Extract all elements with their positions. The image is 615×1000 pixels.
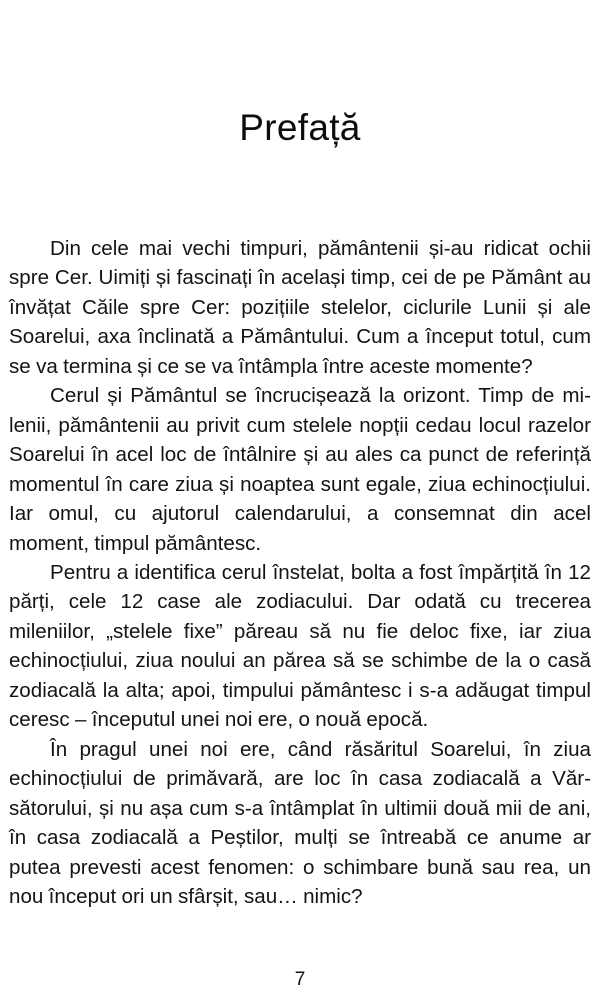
- paragraph-4: În pragul unei noi ere, când răsăritul Soarelui, în ziua echinocțiului de primăvară, are loc în casa zodiacală a Vărsătorului, și nu așa cum s-a întâmplat în ultimii două mii de ani, în casa zodiacală a Peștilor, mulți se întreabă ce anume ar putea prevesti acest fenomen: o schimbare bună sau rea, un nou început ori un sfârșit, sau… nimic?: [9, 737, 591, 908]
- chapter-title: Prefață: [239, 107, 361, 148]
- paragraph-3: Pentru a identifica cerul înstelat, bolta a fost împărțită în 12 părți, cele 12 case ale zodiacului. Dar odată cu trecerea mileniilor, „stelele fixe” păreau să nu fie deloc fixe, iar ziua echinocțiului, ziua noului an părea să se schimbe de la o casă zodiacală la alta; apoi, timpului pământesc i s-a adăugat timpul ceresc – începutul unei noi ere, o nouă epocă.: [9, 560, 591, 732]
- paragraph-1: Din cele mai vechi timpuri, pământenii și-au ridicat ochii spre Cer. Uimiți și fascinați în același timp, cei de pe Pământ au învățat Căile spre Cer: pozițiile stelelor, ciclurile Lunii și ale Soarelui, axa înclinată a Pământului. Cum a început totul, cum se va termina și ce se va întâmpla între aceste momente?: [9, 237, 591, 378]
- chapter-body: [9, 234, 591, 911]
- paragraph-2: Cerul și Pământul se încrucișează la orizont. Timp de milenii, pământenii au privit cum stelele nopții cedau locul razelor Soarelui în acel loc de întâlnire și au ales ca punct de referință momentul în care ziua și noaptea sunt egale, ziua echinocțiului. Iar omul, cu ajutorul calendarului, a consemnat din acel moment, timpul pământesc.: [9, 384, 591, 555]
- page-number: 7: [294, 969, 306, 990]
